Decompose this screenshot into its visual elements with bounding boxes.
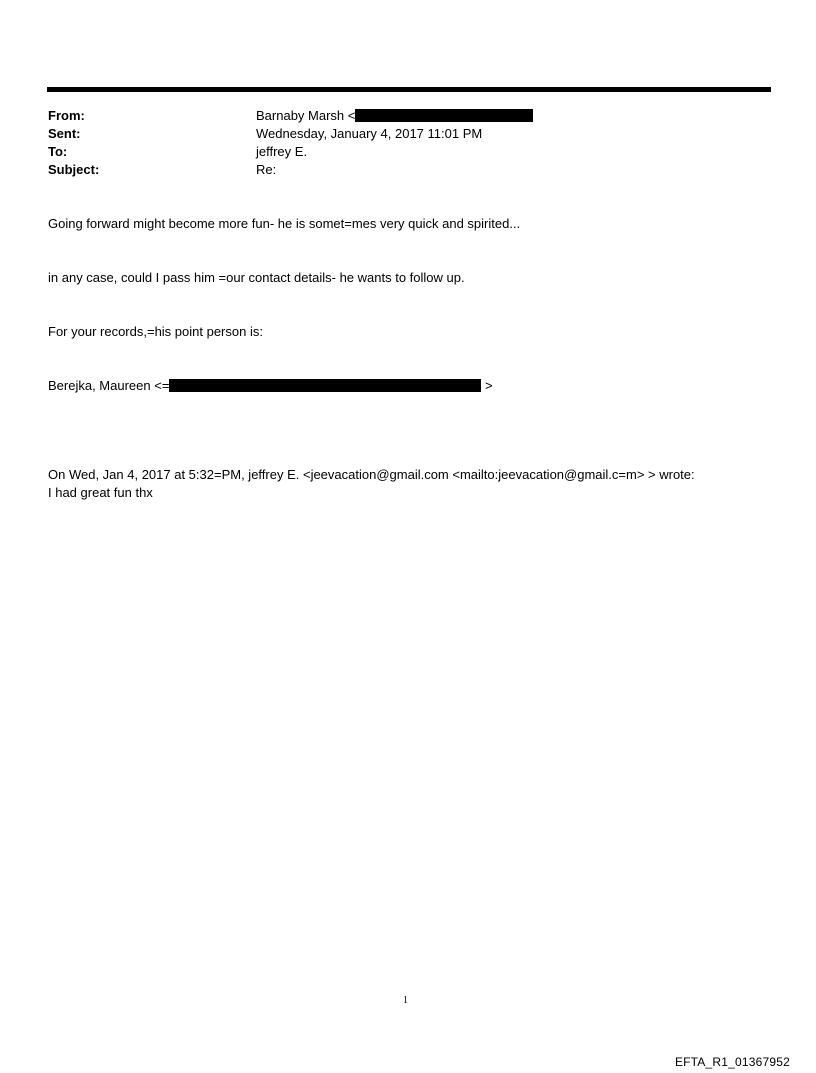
body-line-3: For your records,=his point person is: bbox=[48, 324, 263, 339]
to-value: jeffrey E. bbox=[256, 144, 308, 159]
redaction-bar bbox=[355, 109, 533, 122]
subject-label: Subject: bbox=[48, 162, 100, 177]
bates-number: EFTA_R1_01367952 bbox=[674, 1055, 790, 1069]
from-label: From: bbox=[48, 108, 85, 123]
quoted-attribution: On Wed, Jan 4, 2017 at 5:32=PM, jeffrey E. <jeevacation@gmail.com <mailto:jeevacation@gmail.c=m> > wrote: bbox=[48, 467, 695, 482]
page-number: 1 bbox=[403, 995, 408, 1006]
body-line-4 bbox=[48, 377, 493, 395]
body-line-2: in any case, could I pass him =our contact details- he wants to follow up. bbox=[48, 270, 465, 285]
contact-name: Berejka, Maureen <= bbox=[48, 378, 170, 393]
header-divider bbox=[47, 87, 771, 92]
sent-value: Wednesday, January 4, 2017 11:01 PM bbox=[256, 126, 483, 141]
quoted-message: I had great fun thx bbox=[48, 485, 153, 500]
body-line-1: Going forward might become more fun- he is somet=mes very quick and spirited... bbox=[48, 216, 521, 231]
contact-close: > bbox=[481, 378, 493, 393]
redaction-bar bbox=[169, 379, 481, 392]
sent-label: Sent: bbox=[48, 126, 81, 141]
from-name: Barnaby Marsh < bbox=[256, 108, 356, 123]
to-label: To: bbox=[48, 144, 68, 159]
subject-value: Re: bbox=[256, 162, 277, 177]
from-value bbox=[256, 107, 533, 125]
